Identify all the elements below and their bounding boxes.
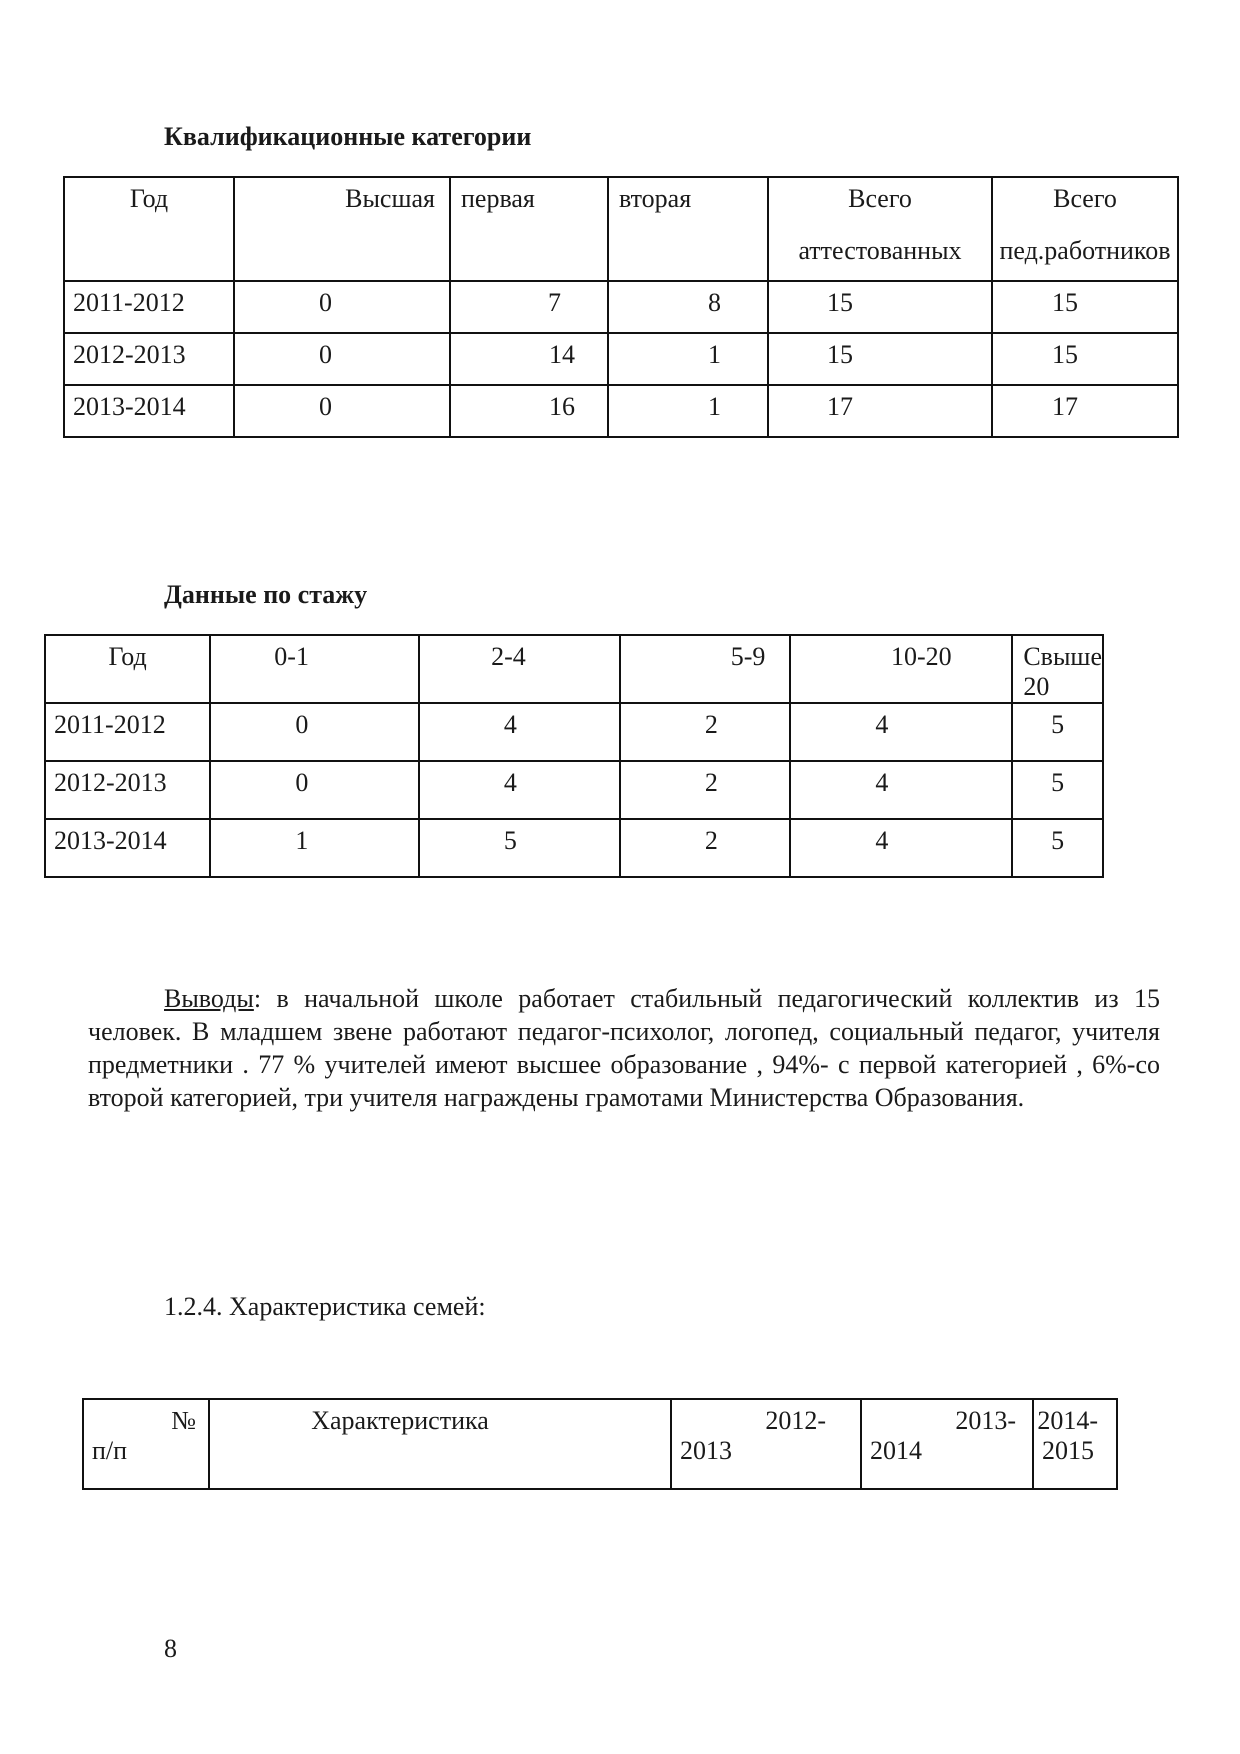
table-cell: 8 bbox=[608, 281, 768, 333]
table-header-row bbox=[45, 635, 1103, 703]
table-cell: 15 bbox=[768, 333, 992, 385]
table-cell: 4 bbox=[790, 819, 1012, 877]
families-title: 1.2.4. Характеристика семей: bbox=[164, 1292, 486, 1321]
table-row bbox=[45, 819, 1103, 877]
table-cell: 5 bbox=[1012, 761, 1103, 819]
table-header-row bbox=[64, 177, 1178, 281]
table-cell: 2013-2014 bbox=[45, 819, 210, 877]
table-cell: 15 bbox=[768, 281, 992, 333]
header-cell: 2012- 2013 bbox=[671, 1399, 861, 1489]
header-cell: Год bbox=[64, 177, 234, 281]
table-cell: 2 bbox=[620, 819, 790, 877]
header-cell: Год bbox=[45, 635, 210, 703]
header-cell: Характеристика bbox=[209, 1399, 671, 1489]
table-cell: 15 bbox=[992, 281, 1178, 333]
header-cell: 5-9 bbox=[620, 635, 790, 703]
header-cell: вторая bbox=[608, 177, 768, 281]
header-cell: Высшая bbox=[234, 177, 450, 281]
header-cell: 0-1 bbox=[210, 635, 419, 703]
table-row bbox=[64, 333, 1178, 385]
table-cell: 5 bbox=[1012, 703, 1103, 761]
table-cell: 2012-2013 bbox=[64, 333, 234, 385]
table-cell: 16 bbox=[450, 385, 608, 437]
table-cell: 2 bbox=[620, 761, 790, 819]
table-row bbox=[45, 703, 1103, 761]
table-cell: 4 bbox=[419, 761, 620, 819]
header-cell: 2-4 bbox=[419, 635, 620, 703]
table-header-row bbox=[83, 1399, 1117, 1489]
table-row bbox=[45, 761, 1103, 819]
families-table bbox=[82, 1398, 1118, 1490]
experience-table bbox=[44, 634, 1104, 878]
conclusion-paragraph bbox=[88, 982, 1160, 1114]
header-cell: первая bbox=[450, 177, 608, 281]
header-cell: Свыше 20 bbox=[1012, 635, 1103, 703]
table-cell: 2011-2012 bbox=[45, 703, 210, 761]
table-cell: 4 bbox=[419, 703, 620, 761]
table-cell: 0 bbox=[210, 703, 419, 761]
table-cell: 1 bbox=[210, 819, 419, 877]
table-row bbox=[64, 281, 1178, 333]
header-cell: 2014- 2015 bbox=[1033, 1399, 1117, 1489]
table-cell: 1 bbox=[608, 385, 768, 437]
table-cell: 2013-2014 bbox=[64, 385, 234, 437]
table-cell: 14 bbox=[450, 333, 608, 385]
table-cell: 15 bbox=[992, 333, 1178, 385]
conclusion-text: : в начальной школе работает стабильный педагогический коллектив из 15 человек. В младшем звене работают педагог-психолог, логопед, социальный педагог, учителя предметники . 77 % учителей имеют высшее образование , 94%- с первой категорией , 6%-со второй категорией, три учителя награждены грамотами Министерства Образования. bbox=[88, 984, 1160, 1112]
table-cell: 2011-2012 bbox=[64, 281, 234, 333]
header-cell: 10-20 bbox=[790, 635, 1012, 703]
table-cell: 17 bbox=[992, 385, 1178, 437]
qualification-table bbox=[63, 176, 1179, 438]
table-cell: 2012-2013 bbox=[45, 761, 210, 819]
table-cell: 5 bbox=[419, 819, 620, 877]
table-cell: 4 bbox=[790, 761, 1012, 819]
table-cell: 2 bbox=[620, 703, 790, 761]
table-cell: 0 bbox=[234, 333, 450, 385]
conclusion-label: Выводы bbox=[164, 984, 254, 1013]
table-cell: 4 bbox=[790, 703, 1012, 761]
table-cell: 7 bbox=[450, 281, 608, 333]
qualification-title: Квалификационные категории bbox=[164, 122, 532, 151]
experience-title: Данные по стажу bbox=[164, 580, 368, 609]
header-cell: 2013- 2014 bbox=[861, 1399, 1033, 1489]
table-cell: 0 bbox=[234, 281, 450, 333]
table-cell: 0 bbox=[210, 761, 419, 819]
table-row bbox=[64, 385, 1178, 437]
page-number: 8 bbox=[164, 1634, 177, 1663]
header-cell: Всего пед.работников bbox=[992, 177, 1178, 281]
table-cell: 1 bbox=[608, 333, 768, 385]
header-cell: № п/п bbox=[83, 1399, 209, 1489]
header-cell: Всего аттестованных bbox=[768, 177, 992, 281]
table-cell: 5 bbox=[1012, 819, 1103, 877]
table-cell: 17 bbox=[768, 385, 992, 437]
table-cell: 0 bbox=[234, 385, 450, 437]
